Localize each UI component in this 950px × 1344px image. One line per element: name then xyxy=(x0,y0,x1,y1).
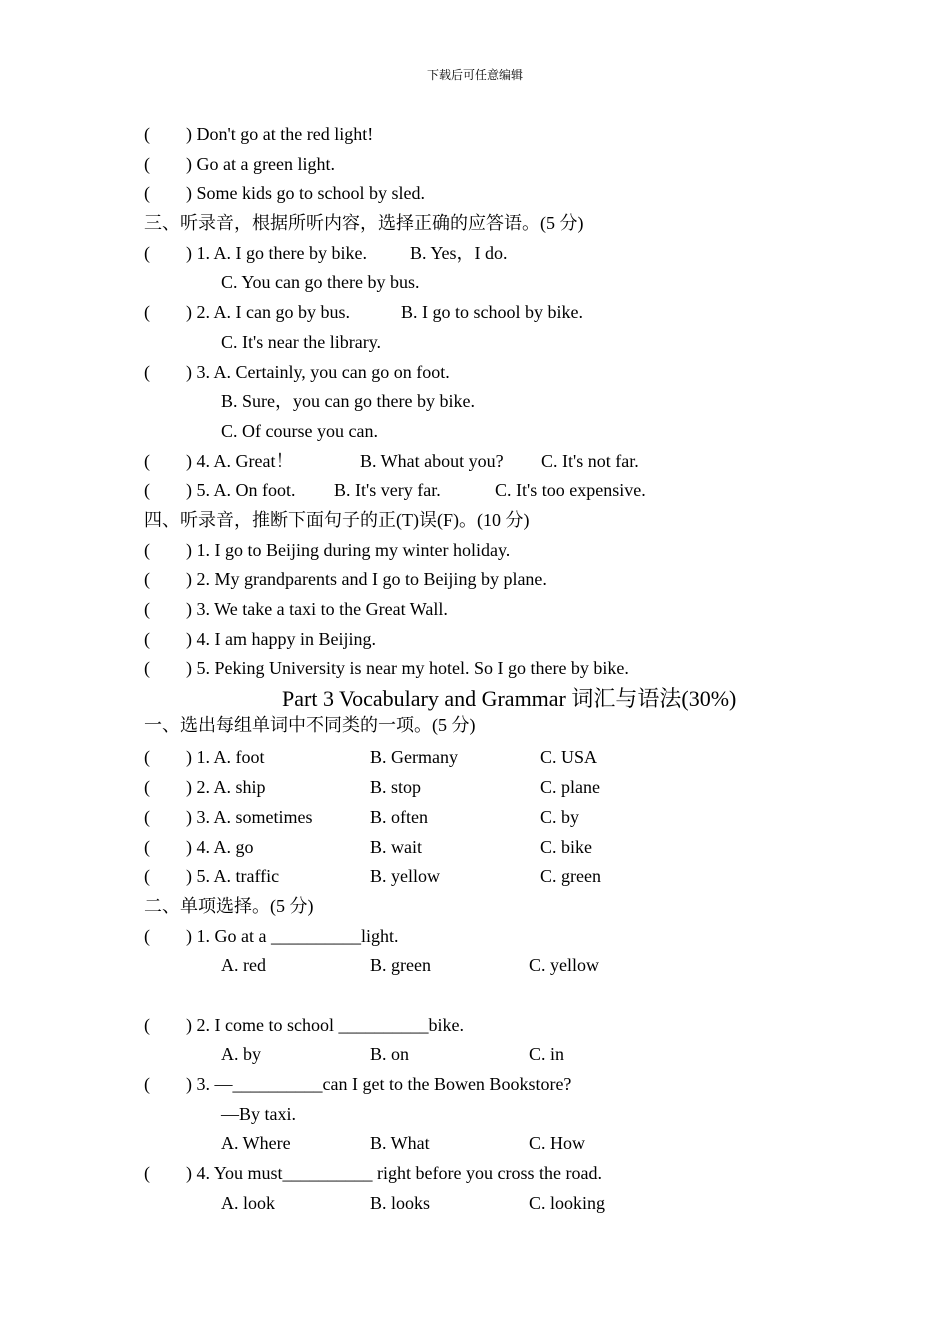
section4-heading: 四、听录音，推断下面句子的正(T)误(F)。(10 分) xyxy=(144,509,530,530)
option-b: B. What xyxy=(370,1133,430,1154)
tf-item: ( ) 2. My grandparents and I go to Beijing by plane. xyxy=(144,569,547,590)
option-b: B. Sure，you can go there by bike. xyxy=(221,391,475,412)
mc-reply: —By taxi. xyxy=(221,1103,296,1124)
option-a: A. red xyxy=(221,955,266,976)
mc-stem: ( ) 4. You must__________ right before you cross the road. xyxy=(144,1163,602,1184)
vocab-row xyxy=(144,743,844,773)
option-b: B. It's very far. xyxy=(334,480,441,501)
vocab-row xyxy=(144,803,844,833)
option-a: ( ) 4. A. Great！ xyxy=(144,450,294,471)
option-b: B. green xyxy=(370,955,431,976)
mc-options xyxy=(144,951,844,981)
option-b: B. Yes，I do. xyxy=(410,242,508,263)
option-c: C. by xyxy=(540,806,580,827)
option-a: ( ) 5. A. traffic xyxy=(144,866,280,887)
option-b: B. looks xyxy=(370,1192,431,1213)
spacer xyxy=(144,981,844,1011)
option-a: ( ) 4. A. go xyxy=(144,836,254,857)
option-b: B. yellow xyxy=(370,866,440,887)
tf-item: ( ) 4. I am happy in Beijing. xyxy=(144,628,376,649)
question-row xyxy=(144,239,844,269)
worksheet xyxy=(144,120,844,1218)
mc-options xyxy=(144,1189,844,1219)
option-c: C. bike xyxy=(540,836,592,857)
option-a: ( ) 5. A. On foot. xyxy=(144,480,296,501)
section3-heading: 三、听录音，根据所听内容，选择正确的应答语。(5 分) xyxy=(144,213,584,234)
option-a: ( ) 2. A. ship xyxy=(144,777,266,798)
option-b: B. stop xyxy=(370,777,422,798)
tf-item: ( ) 1. I go to Beijing during my winter holiday. xyxy=(144,539,511,560)
mc-stem: ( ) 3. —__________can I get to the Bowen Bookstore? xyxy=(144,1074,572,1094)
mc-options xyxy=(144,1040,844,1070)
option-b: B. on xyxy=(370,1044,410,1065)
option-a: ( ) 3. A. sometimes xyxy=(144,806,313,827)
option-c: C. How xyxy=(529,1133,586,1154)
question-row xyxy=(144,447,844,477)
option-c: C. yellow xyxy=(529,955,599,976)
mc-options xyxy=(144,1129,844,1159)
option-a: ( ) 1. A. I go there by bike. xyxy=(144,242,367,263)
option-c: C. green xyxy=(540,866,601,887)
option-c: C. It's not far. xyxy=(541,450,639,471)
statement-line: ( ) Go at a green light. xyxy=(144,153,335,174)
option-a: A. look xyxy=(221,1192,275,1213)
option-c: C. USA xyxy=(540,747,598,768)
option-b: B. What about you? xyxy=(360,450,504,471)
option-c: C. plane xyxy=(540,777,600,798)
tf-item: ( ) 3. We take a taxi to the Great Wall. xyxy=(144,599,448,619)
option-c: C. It's too expensive. xyxy=(495,480,646,501)
option-b: B. I go to school by bike. xyxy=(401,302,583,323)
tf-item: ( ) 5. Peking University is near my hotel. So I go there by bike. xyxy=(144,658,629,679)
option-a: ( ) 2. A. I can go by bus. xyxy=(144,302,350,323)
vocab-row xyxy=(144,773,844,803)
statement-line: ( ) Don't go at the red light! xyxy=(144,124,374,144)
option-a: A. Where xyxy=(221,1133,291,1154)
mc-stem: ( ) 1. Go at a __________light. xyxy=(144,925,399,946)
option-c: C. It's near the library. xyxy=(221,331,382,352)
question-row: ( ) 3. A. Certainly, you can go on foot. xyxy=(144,361,450,382)
mc-stem: ( ) 2. I come to school __________bike. xyxy=(144,1014,464,1035)
option-c: C. looking xyxy=(529,1192,606,1213)
option-c: C. in xyxy=(529,1044,565,1065)
page-header: 下载后可任意编辑 xyxy=(426,68,523,82)
part3-s2-heading: 二、单项选择。(5 分) xyxy=(144,895,314,916)
option-b: B. often xyxy=(370,806,428,827)
part3-s1-heading: 一、选出每组单词中不同类的一项。(5 分) xyxy=(144,714,476,735)
question-row xyxy=(144,298,844,328)
option-a: ( ) 1. A. foot xyxy=(144,747,265,768)
option-b: B. wait xyxy=(370,836,422,857)
part3-title: Part 3 Vocabulary and Grammar 词汇与语法(30%) xyxy=(282,686,737,712)
option-b: B. Germany xyxy=(370,747,458,768)
vocab-row xyxy=(144,833,844,863)
statement-line: ( ) Some kids go to school by sled. xyxy=(144,183,425,204)
option-c: C. Of course you can. xyxy=(221,420,378,441)
option-a: A. by xyxy=(221,1044,261,1065)
question-row xyxy=(144,476,844,506)
option-c: C. You can go there by bus. xyxy=(221,272,420,293)
vocab-row xyxy=(144,862,844,892)
